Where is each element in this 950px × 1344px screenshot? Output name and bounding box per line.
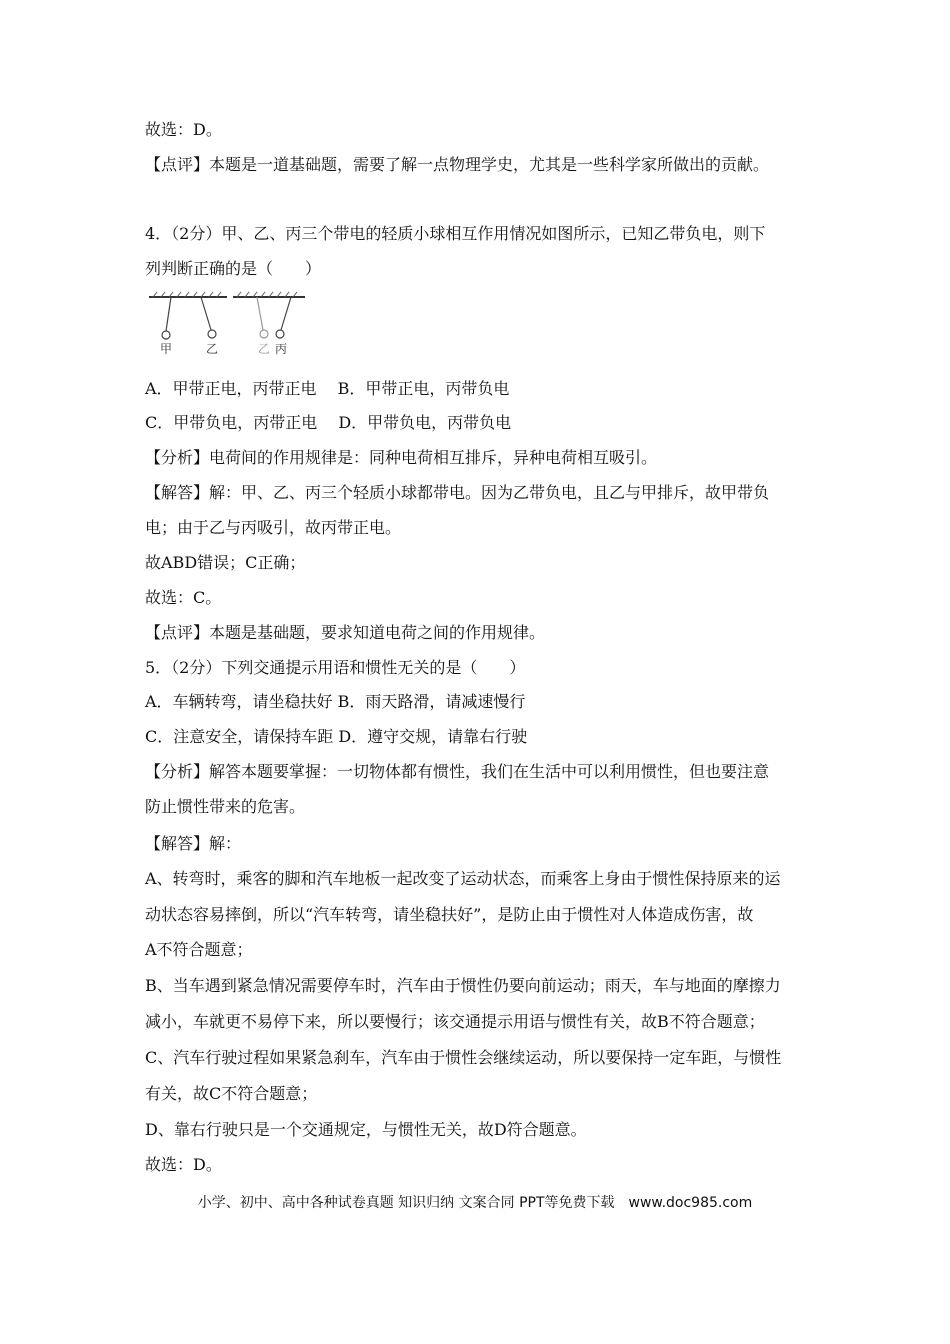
thread-yi <box>201 297 211 330</box>
comment-line: 【点评】本题是基础题，要求知道电荷之间的作用规律。 <box>145 623 546 642</box>
answer-line: 【解答】解：甲、乙、丙三个轻质小球都带电。因为乙带负电，且乙与甲排斥，故甲带负 <box>145 483 770 502</box>
charged-balls-figure <box>145 291 315 355</box>
label-yi-2: 乙 <box>258 342 271 355</box>
answer-line: 减小，车就更不易停下来，所以要慢行；该交通提示用语与惯性有关，故B不符合题意； <box>145 1012 765 1031</box>
text-line: 【点评】本题是一道基础题，需要了解一点物理学史，尤其是一些科学家所做出的贡献。 <box>145 155 770 174</box>
question-5-stem: 5．（2分）下列交通提示用语和惯性无关的是（ ） <box>145 658 526 677</box>
answer-line: A不符合题意； <box>145 940 253 959</box>
answer-line: 【解答】解： <box>145 834 242 853</box>
question-4-stem: 4．（2分）甲、乙、丙三个带电的轻质小球相互作用情况如图所示，已知乙带负电，则下 <box>145 224 766 243</box>
answer-line: A、转弯时，乘客的脚和汽车地板一起改变了运动状态，而乘客上身由于惯性保持原来的运 <box>145 869 781 888</box>
text-line: 故选：D。 <box>145 120 222 139</box>
answer-line: D、靠右行驶只是一个交通规定，与惯性无关，故D符合题意。 <box>145 1120 587 1139</box>
thread-yi-2 <box>257 297 263 330</box>
option-line: A．车辆转弯，请坐稳扶好 B．雨天路滑，请减速慢行 <box>145 692 526 711</box>
answer-line: C、汽车行驶过程如果紧急刹车，汽车由于惯性会继续运动，所以要保持一定车距，与惯性 <box>145 1048 782 1067</box>
ball-jia <box>162 331 170 339</box>
choice-line: 故选：D。 <box>145 1155 222 1174</box>
answer-line: 故ABD错误；C正确； <box>145 553 306 572</box>
ball-yi-2 <box>260 330 268 338</box>
analysis-line: 【分析】电荷间的作用规律是：同种电荷相互排斥，异种电荷相互吸引。 <box>145 448 658 467</box>
footer-banner: 小学、初中、高中各种试卷真题 知识归纳 文案合同 PPT等免费下载 www.doc985.com <box>197 1195 753 1211</box>
answer-line: 有关，故C不符合题意； <box>145 1084 318 1103</box>
question-4-stem-cont: 列判断正确的是（ ） <box>145 259 322 278</box>
thread-bing <box>281 297 291 330</box>
ball-yi <box>208 330 216 338</box>
option-line: C．注意安全，请保持车距 D．遵守交规，请靠右行驶 <box>145 727 528 746</box>
answer-line: 电；由于乙与丙吸引，故丙带正电。 <box>145 518 402 537</box>
answer-line: 动状态容易摔倒，所以“汽车转弯，请坐稳扶好”，是防止由于惯性对人体造成伤害，故 <box>145 905 754 924</box>
label-yi: 乙 <box>206 342 219 355</box>
label-jia: 甲 <box>160 342 173 355</box>
choice-line: 故选：C。 <box>145 588 222 607</box>
thread-jia <box>166 297 171 331</box>
analysis-line: 【分析】解答本题要掌握：一切物体都有惯性，我们在生活中可以利用惯性，但也要注意 <box>145 762 770 781</box>
answer-line: B、当车遇到紧急情况需要停车时，汽车由于惯性仍要向前运动；雨天，车与地面的摩擦力 <box>145 976 781 995</box>
option-line: A．甲带正电，丙带正电 B．甲带正电，丙带负电 <box>145 379 510 398</box>
label-bing: 丙 <box>275 342 288 355</box>
ball-bing <box>276 330 284 338</box>
option-line: C．甲带负电，丙带正电 D．甲带负电，丙带负电 <box>145 413 512 432</box>
analysis-line: 防止惯性带来的危害。 <box>145 797 306 816</box>
